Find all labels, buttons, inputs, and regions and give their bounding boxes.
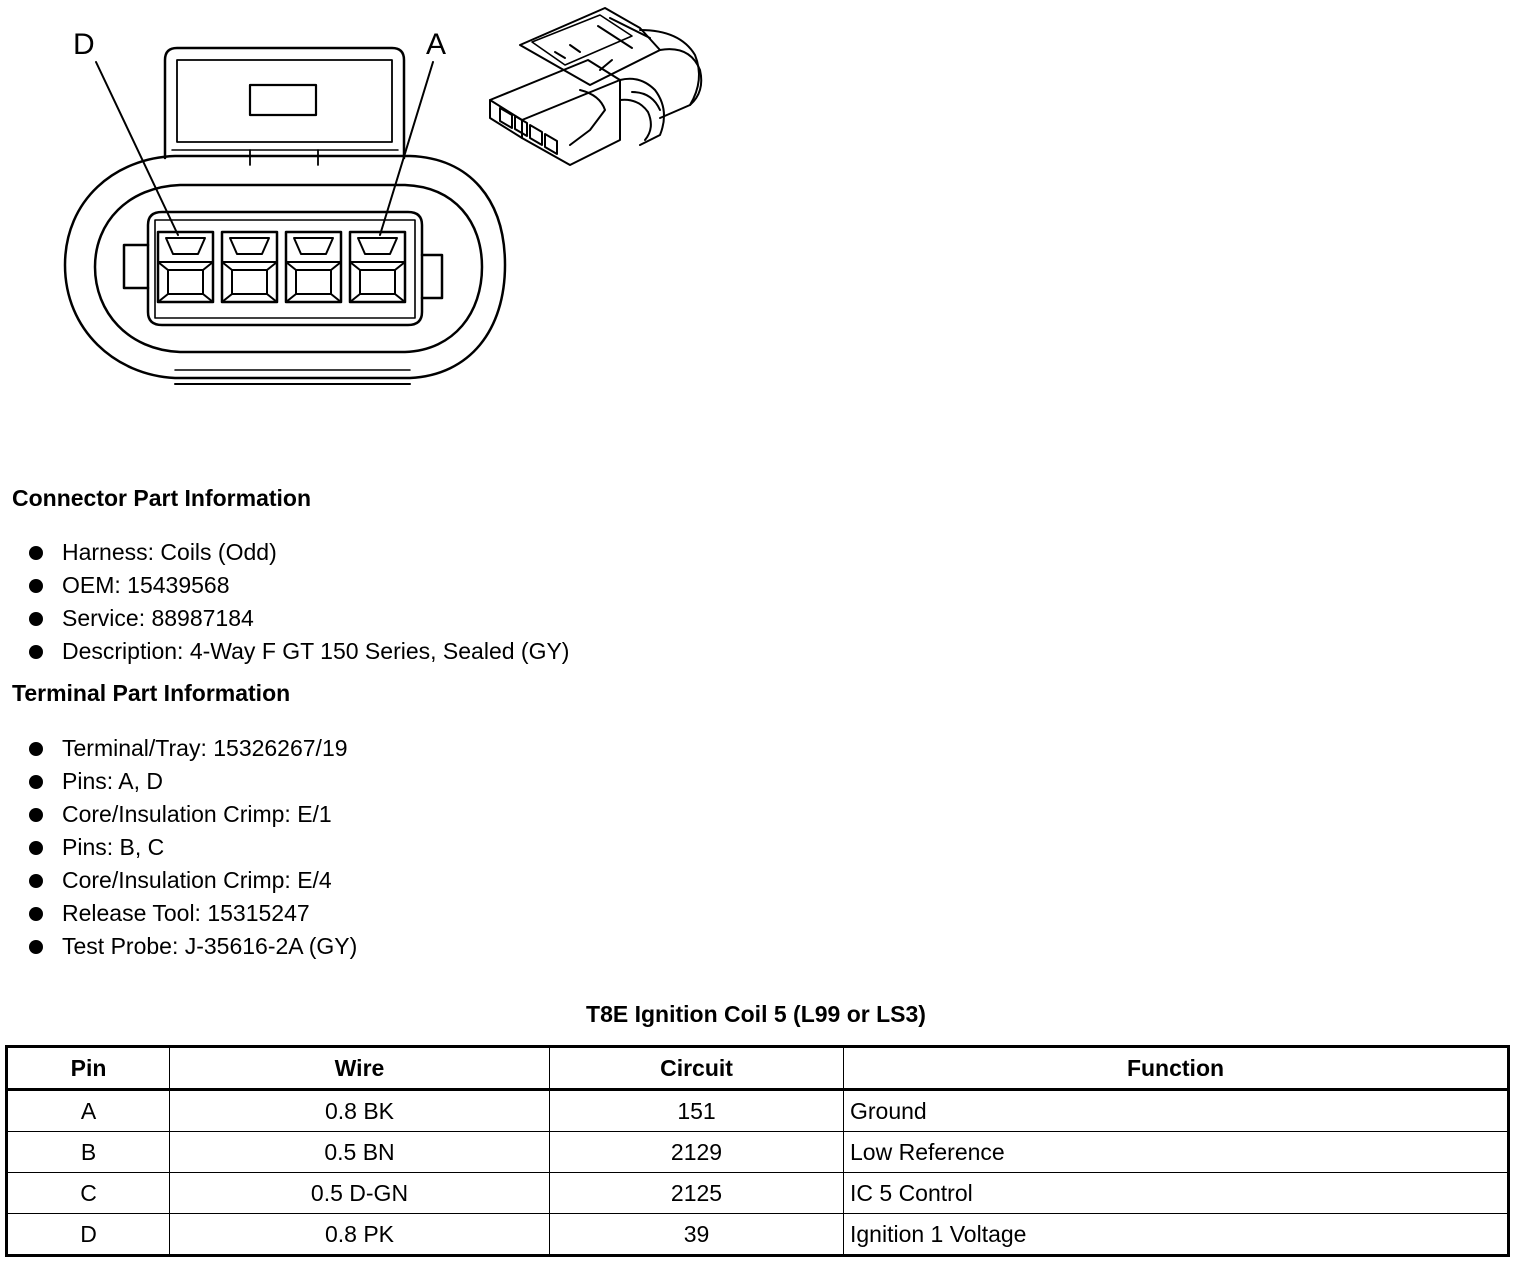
list-item xyxy=(0,798,357,831)
list-item xyxy=(0,635,569,668)
list-item xyxy=(0,536,569,569)
cell-circuit: 2125 xyxy=(550,1173,844,1214)
list-item-text: Service: 88987184 xyxy=(62,605,254,631)
bullet-icon xyxy=(29,907,43,921)
table-row xyxy=(7,1090,1509,1132)
cell-wire: 0.5 D-GN xyxy=(170,1173,550,1214)
list-item-text: Pins: B, C xyxy=(62,834,165,860)
list-item xyxy=(0,864,357,897)
cell-pin: B xyxy=(7,1132,170,1173)
list-item-text: Core/Insulation Crimp: E/1 xyxy=(62,801,332,827)
cell-function: Ground xyxy=(844,1090,1509,1132)
list-item-text: Description: 4-Way F GT 150 Series, Sealed (GY) xyxy=(62,638,570,664)
bullet-icon xyxy=(29,742,43,756)
table-title: T8E Ignition Coil 5 (L99 or LS3) xyxy=(586,1001,926,1027)
list-item xyxy=(0,765,357,798)
cell-circuit: 151 xyxy=(550,1090,844,1132)
table-header-row xyxy=(7,1047,1509,1090)
cell-wire: 0.5 BN xyxy=(170,1132,550,1173)
bullet-icon xyxy=(29,775,43,789)
connector-part-info-list xyxy=(0,536,569,668)
bullet-icon xyxy=(29,874,43,888)
list-item-text: Test Probe: J-35616-2A (GY) xyxy=(62,933,358,959)
column-header-pin: Pin xyxy=(7,1047,170,1090)
cell-wire: 0.8 BK xyxy=(170,1090,550,1132)
cell-function: Low Reference xyxy=(844,1132,1509,1173)
cell-pin: C xyxy=(7,1173,170,1214)
pin-function-table xyxy=(5,1045,1510,1257)
pin-label-d: D xyxy=(73,28,95,61)
cell-pin: A xyxy=(7,1090,170,1132)
terminal-part-info-list xyxy=(0,732,357,963)
column-header-wire: Wire xyxy=(170,1047,550,1090)
list-item xyxy=(0,602,569,635)
column-header-circuit: Circuit xyxy=(550,1047,844,1090)
list-item xyxy=(0,732,357,765)
list-item xyxy=(0,930,357,963)
bullet-icon xyxy=(29,612,43,626)
list-item-text: Core/Insulation Crimp: E/4 xyxy=(62,867,332,893)
list-item xyxy=(0,831,357,864)
bullet-icon xyxy=(29,546,43,560)
list-item xyxy=(0,897,357,930)
list-item-text: Pins: A, D xyxy=(62,768,163,794)
cell-function: Ignition 1 Voltage xyxy=(844,1214,1509,1256)
bullet-icon xyxy=(29,579,43,593)
list-item-text: Terminal/Tray: 15326267/19 xyxy=(62,735,348,761)
bullet-icon xyxy=(29,645,43,659)
bullet-icon xyxy=(29,841,43,855)
bullet-icon xyxy=(29,940,43,954)
cell-wire: 0.8 PK xyxy=(170,1214,550,1256)
column-header-function: Function xyxy=(844,1047,1509,1090)
table-row xyxy=(7,1132,1509,1173)
connector-diagram xyxy=(0,0,740,420)
list-item-text: Harness: Coils (Odd) xyxy=(62,539,277,565)
table-row xyxy=(7,1214,1509,1256)
bullet-icon xyxy=(29,808,43,822)
list-item xyxy=(0,569,569,602)
cell-pin: D xyxy=(7,1214,170,1256)
list-item-text: OEM: 15439568 xyxy=(62,572,230,598)
terminal-part-info-heading: Terminal Part Information xyxy=(12,680,291,706)
connector-face-view xyxy=(0,0,740,420)
table-row xyxy=(7,1173,1509,1214)
connector-part-info-heading: Connector Part Information xyxy=(12,485,312,511)
cell-circuit: 2129 xyxy=(550,1132,844,1173)
cell-circuit: 39 xyxy=(550,1214,844,1256)
cell-function: IC 5 Control xyxy=(844,1173,1509,1214)
pin-label-a: A xyxy=(426,28,447,61)
list-item-text: Release Tool: 15315247 xyxy=(62,900,310,926)
